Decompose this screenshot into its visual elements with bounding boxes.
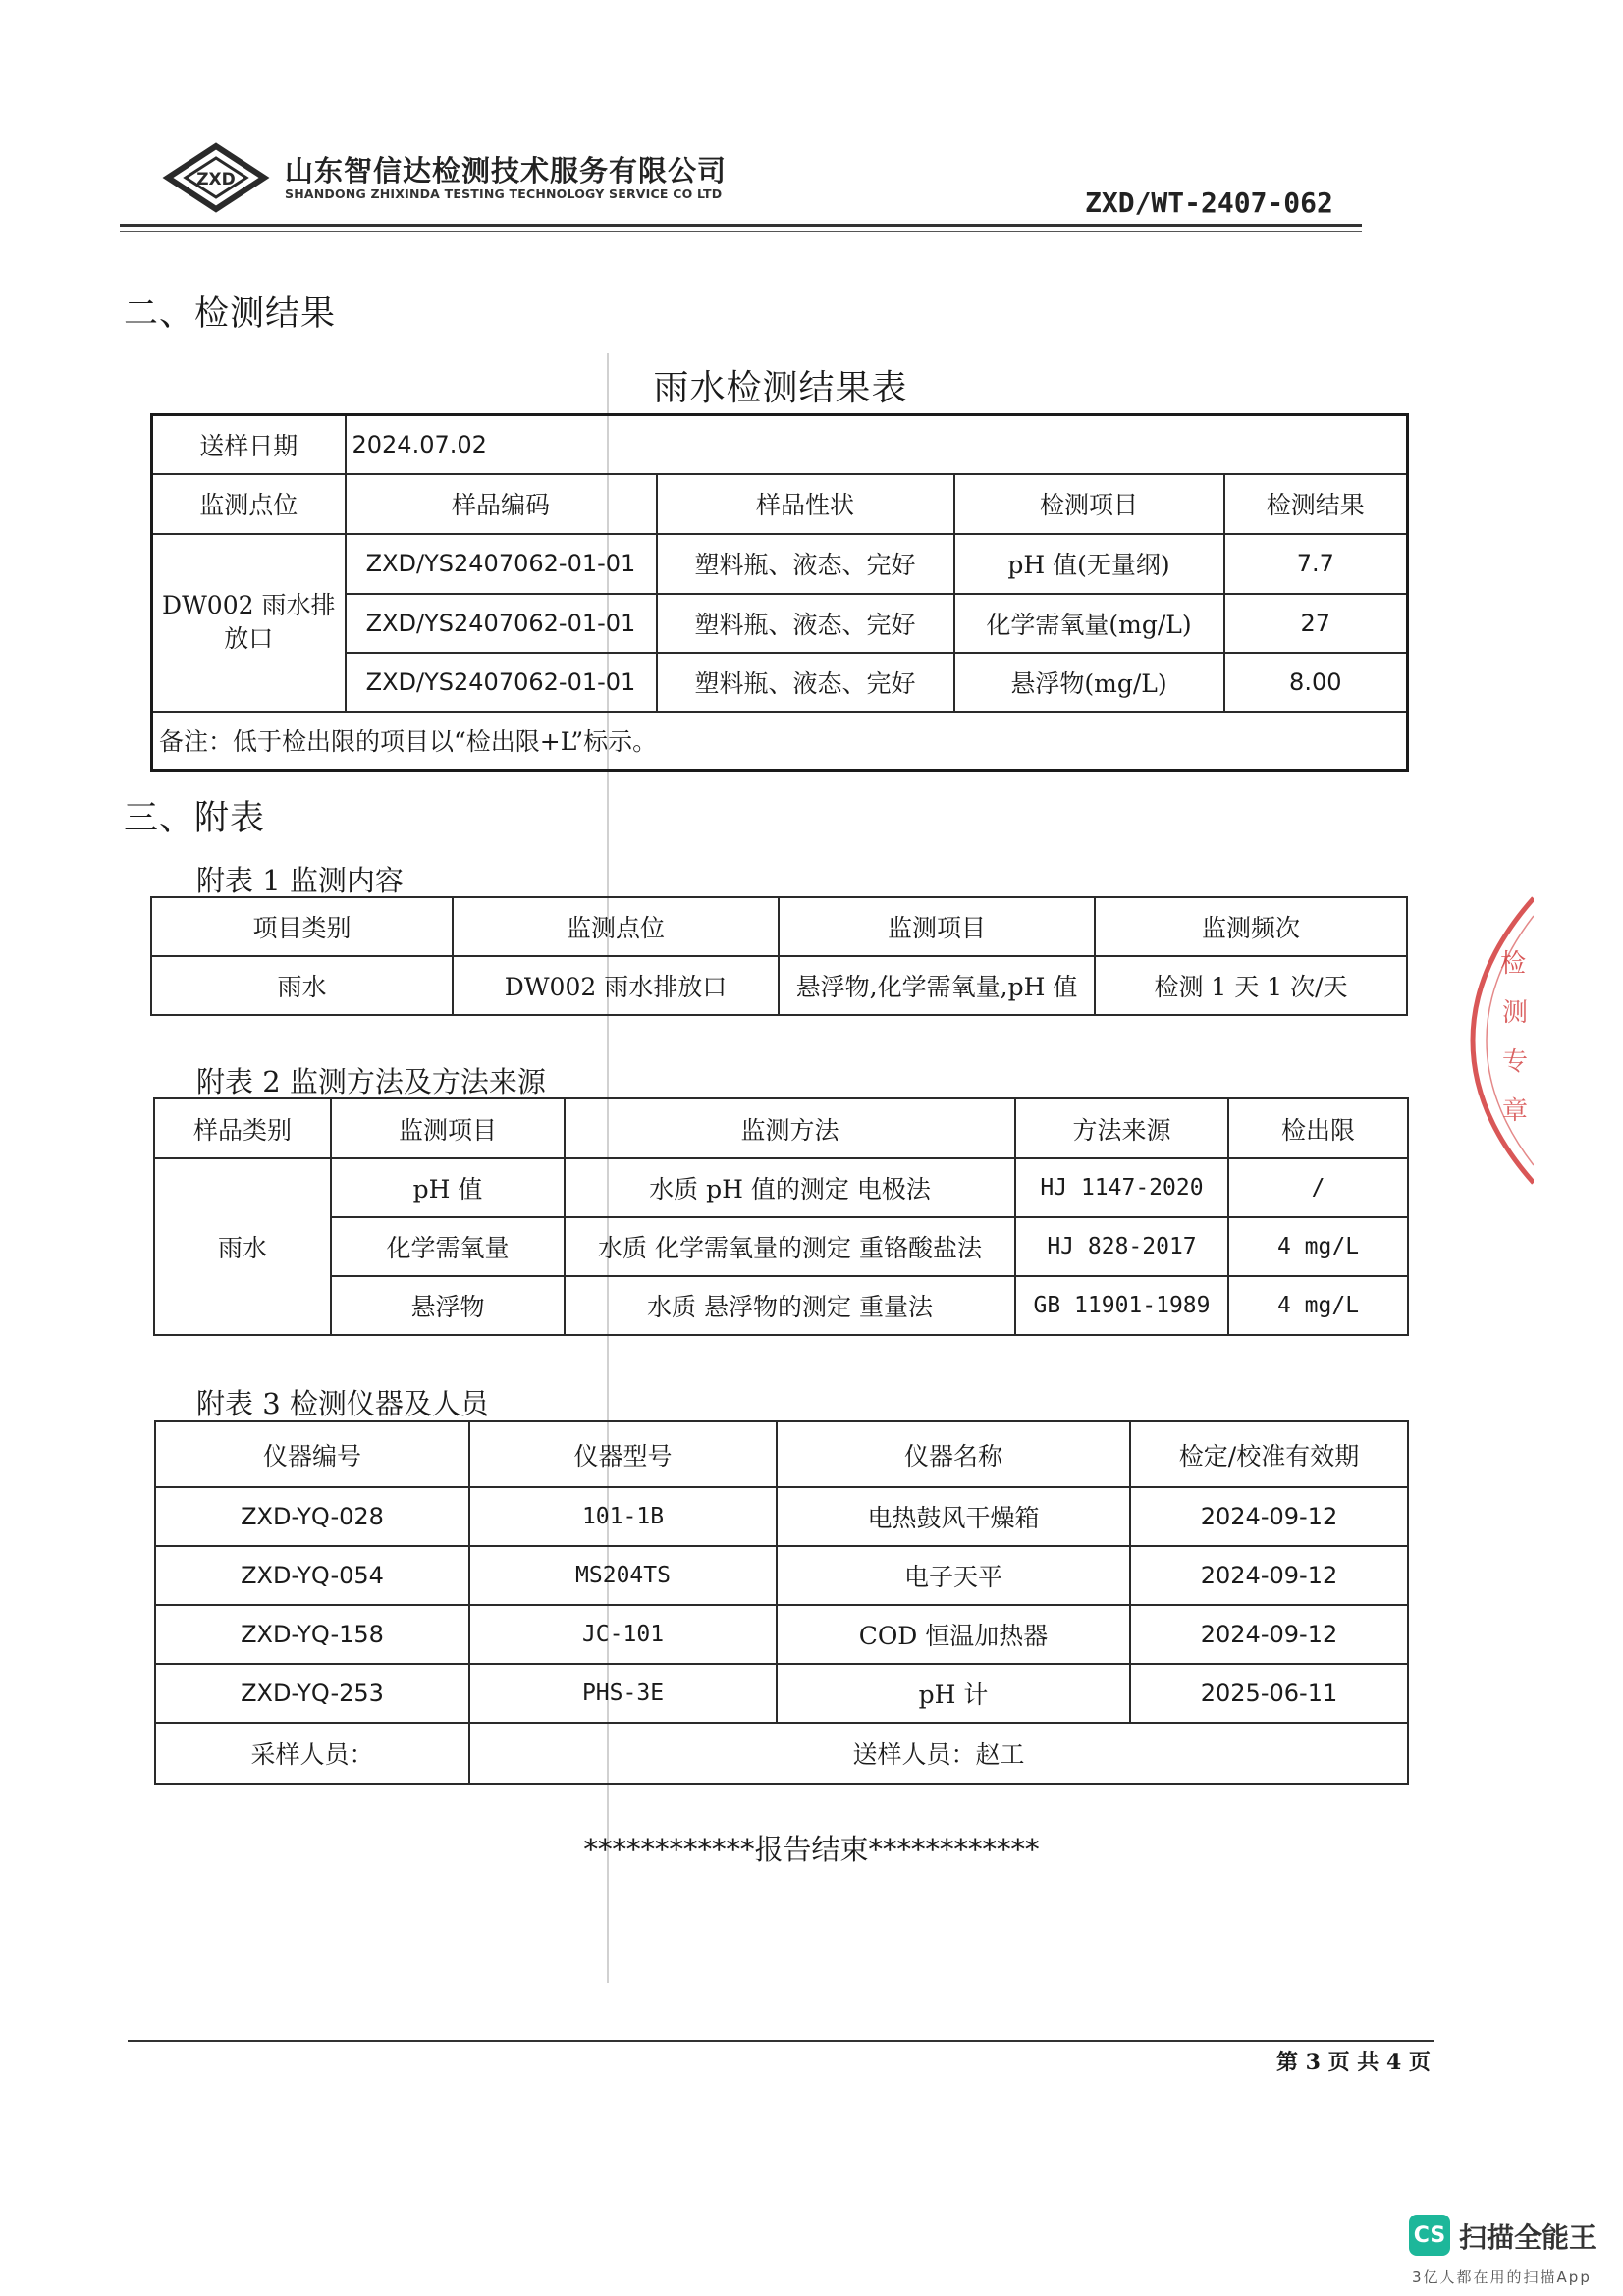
date-value: 2024.07.02 — [346, 415, 1408, 474]
source-cell: HJ 828-2017 — [1015, 1217, 1228, 1276]
seal-char: 检 — [1500, 949, 1527, 979]
sample-state: 塑料瓶、液态、完好 — [657, 594, 954, 653]
table-row — [155, 1546, 1408, 1605]
method-cell: 水质 pH 值的测定 电极法 — [565, 1158, 1015, 1217]
location-cell: DW002 雨水排放口 — [152, 534, 346, 712]
table-row — [154, 1217, 1408, 1276]
appendix-3-table — [154, 1420, 1409, 1785]
appendix-1-title: 附表 1 监测内容 — [196, 864, 404, 897]
item-cell: pH 值 — [331, 1158, 565, 1217]
footer-rule — [128, 2040, 1434, 2042]
instrument-id: ZXD-YQ-054 — [155, 1546, 469, 1605]
test-result: 27 — [1224, 594, 1408, 653]
instrument-name: 电子天平 — [777, 1546, 1130, 1605]
limit-cell: 4 mg/L — [1228, 1217, 1408, 1276]
results-table-title: 雨水检测结果表 — [653, 368, 908, 408]
header-location: 监测点位 — [453, 897, 779, 956]
report-number: ZXD/WT-2407-062 — [1085, 187, 1333, 219]
test-item: 悬浮物(mg/L) — [954, 653, 1224, 712]
header-test-result: 检测结果 — [1224, 474, 1408, 534]
header-frequency: 监测频次 — [1095, 897, 1407, 956]
calibration-valid: 2025-06-11 — [1130, 1664, 1408, 1723]
item-cell: 悬浮物 — [331, 1276, 565, 1335]
table-row — [154, 1158, 1408, 1217]
header-test-item: 检测项目 — [954, 474, 1224, 534]
category-cell: 雨水 — [154, 1158, 331, 1335]
inspection-seal-stamp — [1465, 888, 1534, 1193]
company-logo-text: ZXD — [196, 170, 236, 189]
header-instrument-id: 仪器编号 — [155, 1421, 469, 1487]
header-calibration-valid: 检定/校准有效期 — [1130, 1421, 1408, 1487]
instrument-model: PHS-3E — [469, 1664, 777, 1723]
table-row — [152, 534, 1408, 594]
instrument-model: 101-1B — [469, 1487, 777, 1546]
header-location: 监测点位 — [152, 474, 346, 534]
section-3-title: 三、附表 — [124, 799, 266, 838]
header-instrument-name: 仪器名称 — [777, 1421, 1130, 1487]
sample-state: 塑料瓶、液态、完好 — [657, 534, 954, 594]
method-cell: 水质 化学需氧量的测定 重铬酸盐法 — [565, 1217, 1015, 1276]
sample-state: 塑料瓶、液态、完好 — [657, 653, 954, 712]
sample-code: ZXD/YS2407062-01-01 — [346, 594, 657, 653]
calibration-valid: 2024-09-12 — [1130, 1605, 1408, 1664]
seal-char: 专 — [1502, 1047, 1529, 1077]
test-item: pH 值(无量纲) — [954, 534, 1224, 594]
appendix-3-title: 附表 3 检测仪器及人员 — [196, 1387, 489, 1420]
item-cell: 化学需氧量 — [331, 1217, 565, 1276]
table-row — [155, 1605, 1408, 1664]
source-cell: GB 11901-1989 — [1015, 1276, 1228, 1335]
instrument-id: ZXD-YQ-028 — [155, 1487, 469, 1546]
sender-cell: 送样人员：赵工 — [469, 1723, 1408, 1784]
header-method: 监测方法 — [565, 1098, 1015, 1158]
limit-cell: / — [1228, 1158, 1408, 1217]
seal-char: 章 — [1502, 1096, 1529, 1126]
calibration-valid: 2024-09-12 — [1130, 1546, 1408, 1605]
header-source: 方法来源 — [1015, 1098, 1228, 1158]
section-2-title: 二、检测结果 — [124, 294, 337, 334]
table-row — [155, 1487, 1408, 1546]
appendix-2-title: 附表 2 监测方法及方法来源 — [196, 1065, 546, 1098]
header-sample-state: 样品性状 — [657, 474, 954, 534]
company-logo-icon — [162, 142, 270, 213]
date-label: 送样日期 — [152, 415, 346, 474]
report-end-marker: ************报告结束************ — [583, 1833, 1040, 1866]
header-detection-limit: 检出限 — [1228, 1098, 1408, 1158]
camscanner-name: 扫描全能王 — [1459, 2221, 1597, 2254]
calibration-valid: 2024-09-12 — [1130, 1487, 1408, 1546]
header-sample-code: 样品编码 — [346, 474, 657, 534]
sample-code: ZXD/YS2407062-01-01 — [346, 653, 657, 712]
page-number: 第 3 页 共 4 页 — [1276, 2050, 1431, 2075]
instrument-model: MS204TS — [469, 1546, 777, 1605]
items-cell: 悬浮物,化学需氧量,pH 值 — [779, 956, 1095, 1015]
table-row — [155, 1664, 1408, 1723]
results-table — [150, 413, 1409, 772]
appendix-1-table — [150, 896, 1408, 1016]
sample-code: ZXD/YS2407062-01-01 — [346, 534, 657, 594]
limit-cell: 4 mg/L — [1228, 1276, 1408, 1335]
instrument-id: ZXD-YQ-253 — [155, 1664, 469, 1723]
camscanner-tagline: 3亿人都在用的扫描App — [1412, 2269, 1592, 2286]
seal-char: 测 — [1502, 998, 1529, 1028]
instrument-name: pH 计 — [777, 1664, 1130, 1723]
method-cell: 水质 悬浮物的测定 重量法 — [565, 1276, 1015, 1335]
results-note: 备注：低于检出限的项目以“检出限+L”标示。 — [152, 712, 1408, 771]
header-instrument-model: 仪器型号 — [469, 1421, 777, 1487]
test-item: 化学需氧量(mg/L) — [954, 594, 1224, 653]
header-item: 监测项目 — [779, 897, 1095, 956]
company-name-en: SHANDONG ZHIXINDA TESTING TECHNOLOGY SERVICE CO LTD — [285, 187, 723, 201]
frequency-cell: 检测 1 天 1 次/天 — [1095, 956, 1407, 1015]
sampler-cell: 采样人员： — [155, 1723, 469, 1784]
header-rule-thin — [120, 231, 1362, 232]
instrument-model: JC-101 — [469, 1605, 777, 1664]
header-rule — [120, 224, 1362, 227]
header-item: 监测项目 — [331, 1098, 565, 1158]
instrument-name: 电热鼓风干燥箱 — [777, 1487, 1130, 1546]
source-cell: HJ 1147-2020 — [1015, 1158, 1228, 1217]
table-row — [151, 956, 1407, 1015]
header-sample-category: 样品类别 — [154, 1098, 331, 1158]
camscanner-logo-icon: CS — [1409, 2215, 1450, 2256]
location-cell: DW002 雨水排放口 — [453, 956, 779, 1015]
test-result: 7.7 — [1224, 534, 1408, 594]
test-result: 8.00 — [1224, 653, 1408, 712]
instrument-id: ZXD-YQ-158 — [155, 1605, 469, 1664]
instrument-name: COD 恒温加热器 — [777, 1605, 1130, 1664]
appendix-2-table — [153, 1097, 1409, 1336]
company-name-cn: 山东智信达检测技术服务有限公司 — [285, 154, 728, 187]
header-category: 项目类别 — [151, 897, 453, 956]
table-row — [154, 1276, 1408, 1335]
category-cell: 雨水 — [151, 956, 453, 1015]
